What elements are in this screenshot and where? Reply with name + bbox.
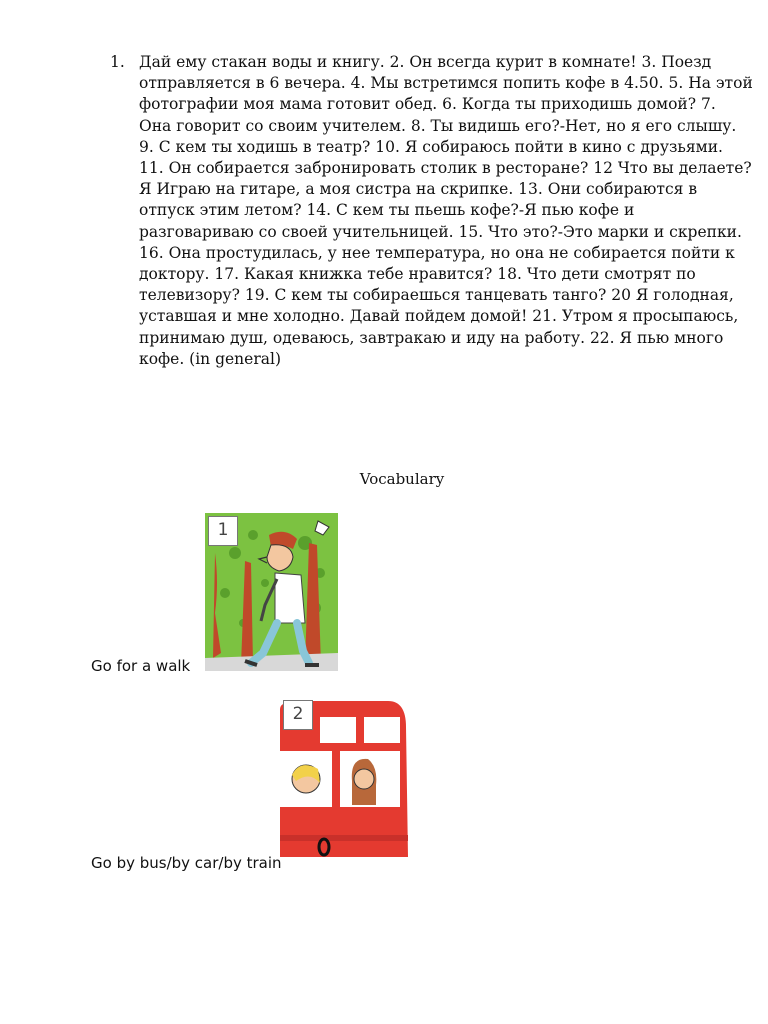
vocabulary-heading: Vocabulary [359, 470, 445, 488]
text-line: 11. Он собирается забронировать столик в ресторане? 12 Что вы делаете? [139, 159, 752, 178]
walk-illustration [205, 513, 338, 671]
text-line: фотографии моя мама готовит обед. 6. Когда ты приходишь домой? 7. [139, 95, 716, 114]
text-line: принимаю душ, одеваюсь, завтракаю и иду на работу. 22. Я пью много [139, 328, 724, 347]
text-line: 9. С кем ты ходишь в театр? 10. Я собираюсь пойти в кино с друзьями. [139, 137, 723, 156]
bus-illustration [280, 697, 410, 865]
text-line: разговариваю со своей учительницей. 15. Что это?-Это марки и скрепки. [139, 222, 742, 241]
text-line: уставшая и мне холодно. Давай пойдем домой! 21. Утром я просыпаюсь, [139, 307, 739, 326]
text-line: отпуск этим летом? 14. С кем ты пьешь кофе?-Я пью кофе и [139, 201, 635, 220]
picture-number-badge: 2 [283, 700, 313, 730]
text-line: отправляется в 6 вечера. 4. Мы встретимся попить кофе в 4.50. 5. На этой [139, 74, 753, 93]
text-line: доктору. 17. Какая книжка тебе нравится? 18. Что дети смотрят по [139, 265, 696, 284]
text-line: телевизору? 19. С кем ты собираешься танцевать танго? 20 Я голодная, [139, 286, 734, 305]
text-line: Дай ему стакан воды и книгу. 2. Он всегда курит в комнате! 3. Поезд [139, 53, 712, 71]
text-line: Она говорит со своим учителем. 8. Ты видишь его?-Нет, но я его слышу. [139, 116, 737, 135]
list-number: 1. [110, 53, 125, 71]
exercise-paragraph [139, 52, 753, 370]
vocab-label-walk: Go for a walk [91, 657, 191, 675]
picture-number-badge: 1 [208, 516, 238, 546]
exercise-list [110, 52, 753, 370]
text-line: Я Играю на гитаре, а моя систра на скрипке. 13. Они собираются в [139, 180, 698, 199]
vocab-label-transport: Go by bus/by car/by train [91, 854, 282, 872]
text-line: 16. Она простудилась, у нее температура, но она не собирается пойти к [139, 243, 735, 262]
text-line: кофе. (in general) [139, 349, 281, 368]
